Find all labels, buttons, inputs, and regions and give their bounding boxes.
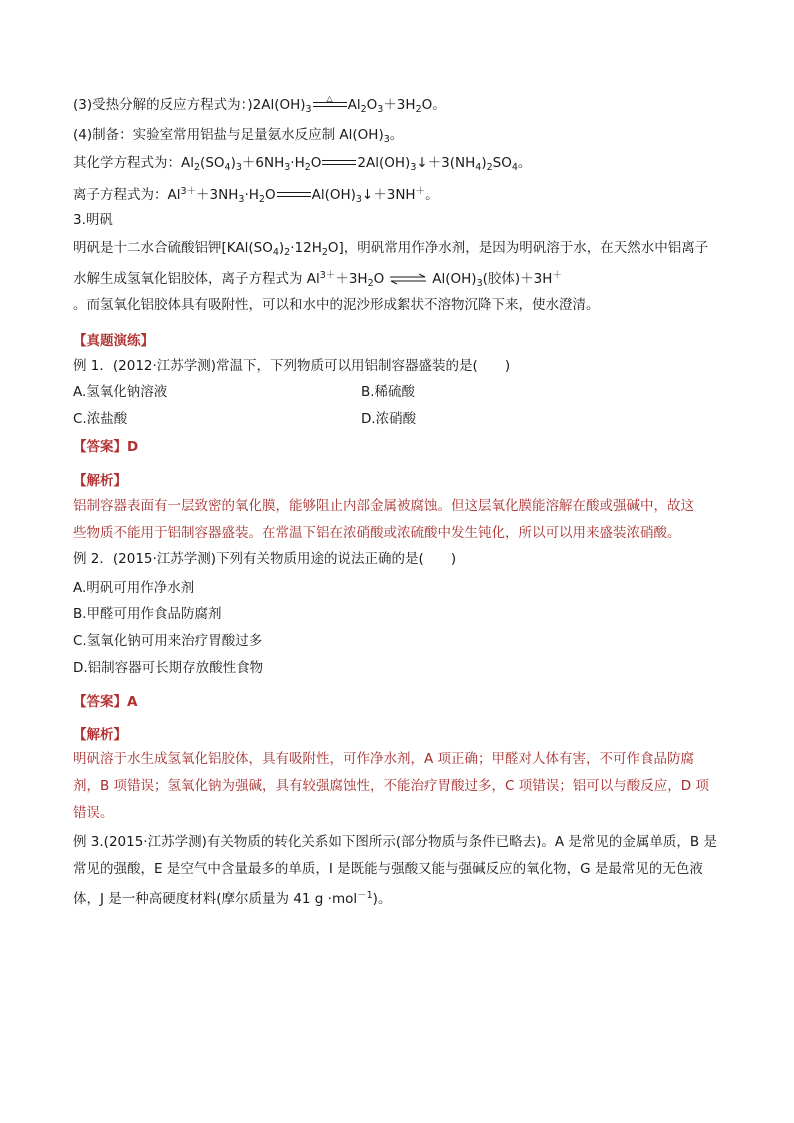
equal-sign [277,188,311,202]
example-1-options-cd [73,409,417,429]
preparation-line: (4)制备：实验室常用铝盐与足量氨水反应制 $Al(OH)_3$。 [73,127,404,145]
example-2-analysis-heading: 【解析】 [73,727,127,743]
option-a: A.氢氧化钠溶液 [73,384,168,400]
example-1-analysis-line: 铝制容器表面有一层致密的氧化膜，能够阻止内部金属被腐蚀。但这层氧化膜能溶解在酸或强碱中，故这 [73,498,694,514]
alum-paragraph-line: 明矾是十二水合硫酸铝钾$[KAl(SO_4)_2\cdot 12H_2O]$，明矾常用作净水剂，是因为明矾溶于水，在天然水中铝离子 [73,240,709,258]
reversible-arrow-icon [388,273,428,285]
example-1-question: 例 1．(2012·江苏学测)常温下，下列物质可以用铝制容器盛装的是( ) [73,358,511,374]
example-1-analysis-line: 些物质不能用于铝制容器盛装。在常温下铝在浓硝酸或浓硫酸中发生钝化，所以可以用来盛装浓硝酸。 [73,525,681,541]
option-c: C.浓盐酸 [73,411,128,427]
example-2-option-c: C.氢氧化钠可用来治疗胃酸过多 [73,633,263,649]
example-1-analysis-heading: 【解析】 [73,473,127,489]
example-1-options-ab [73,382,416,402]
example-2-option-b: B.甲醛可用作食品防腐剂 [73,606,222,622]
example-2-option-a: A.明矾可用作净水剂 [73,580,195,596]
hydrolysis-equation: 水解生成氢氧化铝胶体，离子方程式为 $Al^{3+}+3H_2O$ $Al(OH)_3$(胶体)＋3H＋ [73,270,562,289]
section-heading-practice: 【真题演练】 [73,333,154,349]
chemical-equation: 其化学方程式为：$Al_2(SO_4)_3+6NH_3\cdot H_2O$ $2Al(OH)_3↓+3(NH_4)_2SO_4$。 [73,155,532,173]
equal-sign [322,156,356,170]
example-3-line: 体，J 是一种高硬度材料(摩尔质量为 41 g ·mol$^{-1}$)。 [73,890,392,907]
example-2-analysis-line: 剂，B 项错误；氢氧化钠为强碱，具有较强腐蚀性，不能治疗胃酸过多，C 项错误；铝可以与酸反应，D 项 [73,778,709,794]
alum-paragraph-end: 。而氢氧化铝胶体具有吸附性，可以和水中的泥沙形成絮状不溶物沉降下来，使水澄清。 [73,297,600,313]
ionic-equation: 离子方程式为：$Al^{3+}+3NH_3\cdot H_2O$ $Al(OH)_3↓+3NH^+$。 [73,186,439,205]
decomposition-equation: (3)受热分解的反应方程式为：)$2Al(OH)_3$ △ $Al_2O_3+3H_2O$。 [73,94,446,115]
option-b: B.稀硫酸 [361,384,416,400]
example-2-question: 例 2．(2015·江苏学测)下列有关物质用途的说法正确的是( ) [73,551,457,567]
example-2-answer: 【答案】A [73,694,138,710]
example-3-line: 例 3.(2015·江苏学测)有关物质的转化关系如下图所示(部分物质与条件已略去)。A 是常见的金属单质，B 是 [73,834,717,850]
option-d: D.浓硝酸 [361,411,417,427]
example-2-analysis-line: 明矾溶于水生成氢氧化铝胶体，具有吸附性，可作净水剂，A 项正确；甲醛对人体有害，不可作食品防腐 [73,751,695,767]
section-heading-alum: 3.明矾 [73,212,113,228]
example-3-line: 常见的强酸，E 是空气中含量最多的单质，I 是既能与强酸又能与强碱反应的氧化物，G 是最常见的无色液 [73,861,703,877]
equal-sign-heating: △ [313,98,347,112]
example-2-analysis-line: 错误。 [73,805,114,821]
example-2-option-d: D.铝制容器可长期存放酸性食物 [73,660,264,676]
example-1-answer: 【答案】D [73,439,139,455]
